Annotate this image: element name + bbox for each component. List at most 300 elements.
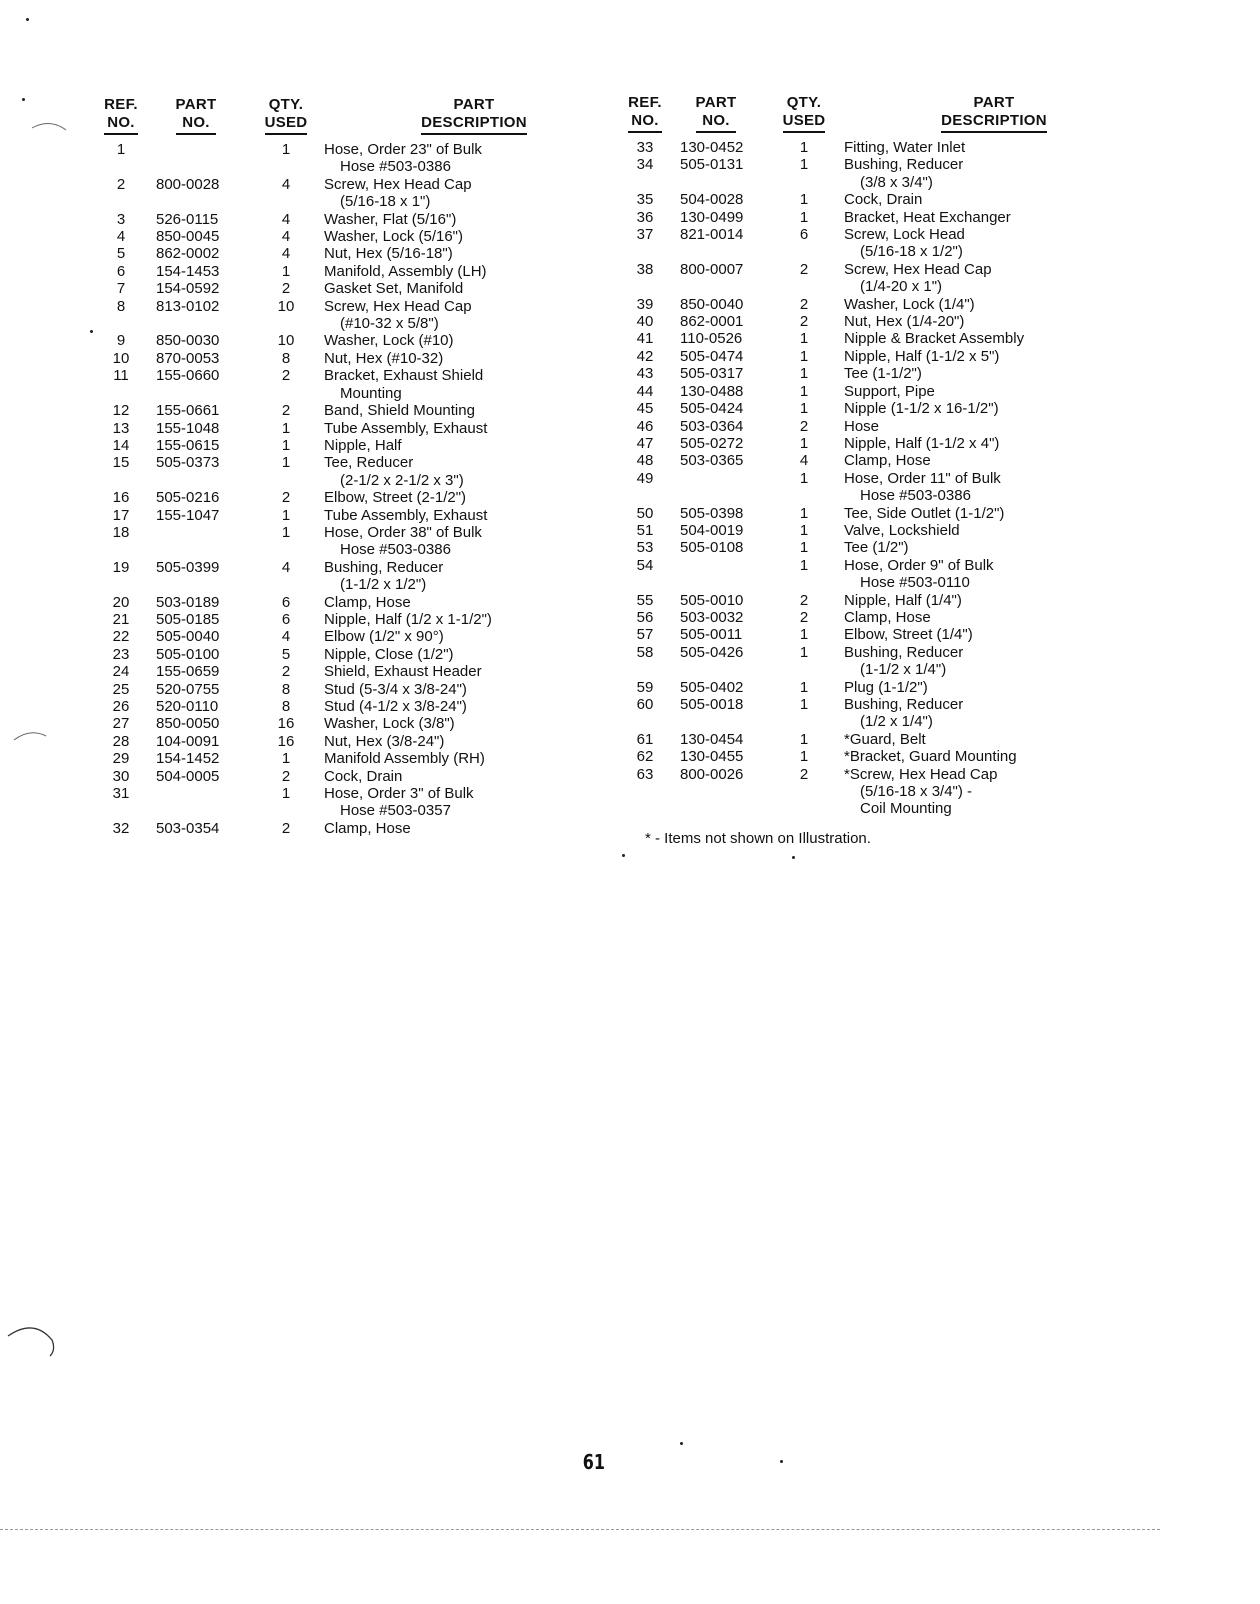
table-row <box>98 820 624 837</box>
table-row <box>98 367 624 402</box>
part-no-cell: 850-0040 <box>680 295 744 313</box>
part-description-cell <box>324 524 624 559</box>
qty-used-cell: 1 <box>799 330 809 348</box>
part-no-cell <box>668 470 764 505</box>
part-no-cell: 505-0272 <box>680 434 744 452</box>
ref-no-cell: 55 <box>636 591 654 609</box>
description-line: Nipple, Half <box>324 436 402 454</box>
part-description-cell <box>324 280 624 297</box>
table-row <box>98 559 624 594</box>
part-no-cell: 155-0660 <box>156 367 220 385</box>
footnote: * - Items not shown on Illustration. <box>645 830 871 847</box>
description-line: Elbow (1/2" x 90°) <box>324 628 444 646</box>
part-description-cell <box>844 296 1144 313</box>
part-description-cell <box>844 592 1144 609</box>
ref-no-cell: 37 <box>636 226 654 244</box>
qty-used-cell: 1 <box>281 750 291 768</box>
description-line: Shield, Exhaust Header <box>324 663 482 681</box>
description-line: Clamp, Hose <box>844 452 931 470</box>
part-description-cell <box>324 437 624 454</box>
table-row <box>98 768 624 785</box>
qty-used-cell: 2 <box>281 819 291 837</box>
ref-no-cell: 56 <box>636 608 654 626</box>
ref-no-cell: 24 <box>112 663 130 681</box>
qty-used-cell: 16 <box>277 715 295 733</box>
part-no-cell: 504-0005 <box>156 767 220 785</box>
description-continuation: (1/4-20 x 1") <box>860 278 943 296</box>
part-description-cell <box>324 750 624 767</box>
table-row <box>98 611 624 628</box>
ref-no-cell: 5 <box>116 245 126 263</box>
ref-no-cell: 18 <box>112 523 130 541</box>
description-line: Fitting, Water Inlet <box>844 139 966 156</box>
part-description-cell <box>324 628 624 645</box>
part-description-cell <box>844 209 1144 226</box>
table-row <box>622 348 1144 365</box>
ref-no-cell: 17 <box>112 506 130 524</box>
part-no-cell: 505-0399 <box>156 558 220 576</box>
part-no-cell: 104-0091 <box>156 732 220 750</box>
description-continuation: Hose #503-0386 <box>340 541 451 559</box>
qty-used-cell: 8 <box>281 349 291 367</box>
part-description-cell <box>324 454 624 489</box>
part-no-cell <box>668 557 764 592</box>
table-row <box>98 750 624 767</box>
description-continuation: (1-1/2 x 1/4") <box>860 661 947 679</box>
description-line: Tee (1-1/2") <box>844 365 922 383</box>
description-line: Tee (1/2") <box>844 539 909 557</box>
description-line: Support, Pipe <box>844 382 935 400</box>
ref-no-cell: 16 <box>112 489 130 507</box>
part-no-cell: 130-0499 <box>680 208 744 226</box>
table-row <box>622 383 1144 400</box>
part-description-cell <box>844 679 1144 696</box>
part-description-cell <box>844 766 1144 818</box>
part-no-cell: 505-0011 <box>680 626 743 644</box>
qty-used-cell: 16 <box>277 732 295 750</box>
table-row <box>622 452 1144 469</box>
ref-no-cell: 1 <box>116 141 126 158</box>
part-description-cell <box>844 435 1144 452</box>
part-no-cell: 505-0317 <box>680 365 744 383</box>
qty-used-cell: 4 <box>799 452 809 470</box>
part-no-cell: 850-0050 <box>156 715 220 733</box>
qty-used-cell: 10 <box>277 332 295 350</box>
qty-used-cell: 2 <box>799 295 809 313</box>
ref-no-cell: 3 <box>116 210 126 228</box>
description-line: Nut, Hex (3/8-24") <box>324 732 445 750</box>
description-continuation: Hose #503-0386 <box>860 487 971 505</box>
description-continuation: (2-1/2 x 2-1/2 x 3") <box>340 471 464 489</box>
table-row <box>98 646 624 663</box>
qty-used-header: QTY. USED <box>764 94 844 135</box>
qty-used-cell: 1 <box>799 730 809 748</box>
part-description-cell <box>324 698 624 715</box>
qty-used-cell: 10 <box>277 297 295 315</box>
qty-used-cell: 2 <box>799 417 809 435</box>
table-row <box>622 313 1144 330</box>
ref-no-cell: 27 <box>112 715 130 733</box>
table-row <box>622 644 1144 679</box>
table-row <box>98 437 624 454</box>
qty-used-cell: 1 <box>799 643 809 661</box>
table-row <box>622 191 1144 208</box>
part-description-cell <box>324 820 624 837</box>
description-line: Elbow, Street (1/4") <box>844 626 973 644</box>
part-no-cell: 505-0474 <box>680 347 744 365</box>
qty-used-cell: 1 <box>799 678 809 696</box>
part-description-cell <box>324 663 624 680</box>
description-line: Bracket, Heat Exchanger <box>844 208 1011 226</box>
qty-used-cell: 4 <box>281 210 291 228</box>
table-row <box>98 420 624 437</box>
scan-speck <box>26 18 29 21</box>
description-continuation: (#10-32 x 5/8") <box>340 315 439 333</box>
part-description-cell <box>844 626 1144 643</box>
qty-used-cell: 2 <box>799 608 809 626</box>
ref-no-cell: 46 <box>636 417 654 435</box>
table-header-row <box>98 96 624 137</box>
qty-used-cell: 4 <box>281 245 291 263</box>
part-no-header: PART NO. <box>144 96 248 137</box>
description-continuation: (1-1/2 x 1/2") <box>340 576 427 594</box>
ref-no-cell: 38 <box>636 260 654 278</box>
ref-no-cell: 8 <box>116 297 126 315</box>
table-row <box>622 156 1144 191</box>
part-description-cell <box>324 785 624 820</box>
description-continuation: Mounting <box>340 384 402 402</box>
ref-no-cell: 7 <box>116 280 126 298</box>
qty-used-cell: 2 <box>281 367 291 385</box>
qty-used-cell: 1 <box>799 139 809 156</box>
scan-speck <box>90 330 93 333</box>
description-line: Washer, Lock (#10) <box>324 332 454 350</box>
part-description-cell <box>324 137 624 176</box>
part-description-cell <box>324 367 624 402</box>
qty-used-cell: 8 <box>281 680 291 698</box>
part-no-cell: 520-0110 <box>156 698 219 715</box>
part-description-cell <box>844 348 1144 365</box>
part-no-cell: 504-0028 <box>680 191 744 209</box>
ref-no-cell: 22 <box>112 628 130 646</box>
ref-no-cell: 49 <box>636 469 654 487</box>
ref-no-cell: 44 <box>636 382 654 400</box>
table-row <box>98 663 624 680</box>
description-line: Nut, Hex (5/16-18") <box>324 245 453 263</box>
table-row <box>98 628 624 645</box>
description-continuation: (1/2 x 1/4") <box>860 713 933 731</box>
part-description-cell <box>844 609 1144 626</box>
part-description-cell <box>844 557 1144 592</box>
table-row <box>622 557 1144 592</box>
qty-used-cell: 2 <box>799 260 809 278</box>
ref-no-cell: 35 <box>636 191 654 209</box>
part-description-cell <box>844 748 1144 765</box>
part-description-cell <box>324 350 624 367</box>
table-row <box>622 400 1144 417</box>
part-description-cell <box>324 332 624 349</box>
description-line: Hose, Order 38" of Bulk <box>324 523 482 541</box>
part-description-cell <box>324 211 624 228</box>
table-row <box>98 176 624 211</box>
description-line: Plug (1-1/2") <box>844 678 928 696</box>
description-continuation: Hose #503-0386 <box>340 158 451 176</box>
part-no-cell: 800-0007 <box>680 260 744 278</box>
ref-no-cell: 6 <box>116 262 126 280</box>
description-line: Bushing, Reducer <box>844 643 964 661</box>
part-no-cell: 130-0454 <box>680 730 744 748</box>
description-line: Nipple, Half (1-1/2 x 4") <box>844 434 1000 452</box>
part-description-cell <box>324 611 624 628</box>
part-description-cell <box>324 507 624 524</box>
table-row <box>622 470 1144 505</box>
ref-no-cell: 54 <box>636 556 654 574</box>
description-line: Tube Assembly, Exhaust <box>324 506 488 524</box>
scan-speck <box>780 1460 783 1463</box>
part-no-cell: 503-0364 <box>680 417 744 435</box>
part-no-cell: 505-0426 <box>680 643 744 661</box>
description-line: Manifold, Assembly (LH) <box>324 262 487 280</box>
description-continuation: (3/8 x 3/4") <box>860 173 933 191</box>
description-continuation: Hose #503-0357 <box>340 802 451 820</box>
description-line: Hose, Order 23" of Bulk <box>324 141 482 158</box>
qty-used-cell: 1 <box>281 506 291 524</box>
description-line: Washer, Flat (5/16") <box>324 210 457 228</box>
description-line: Nipple (1-1/2 x 16-1/2") <box>844 400 999 418</box>
part-description-cell <box>844 696 1144 731</box>
ref-no-cell: 57 <box>636 626 654 644</box>
bottom-rule <box>0 1529 1160 1530</box>
part-no-cell: 850-0030 <box>156 332 220 350</box>
qty-used-cell: 2 <box>281 663 291 681</box>
table-row <box>622 748 1144 765</box>
qty-used-cell: 1 <box>799 626 809 644</box>
table-row <box>98 298 624 333</box>
ref-no-cell: 4 <box>116 228 126 246</box>
part-description-cell <box>324 559 624 594</box>
part-no-cell: 154-1452 <box>156 750 220 768</box>
ref-no-cell: 43 <box>636 365 654 383</box>
ref-no-cell: 31 <box>112 785 130 803</box>
description-line: Hose, Order 3" of Bulk <box>324 785 474 803</box>
table-row <box>622 365 1144 382</box>
part-no-cell: 505-0398 <box>680 504 744 522</box>
part-no-cell: 520-0755 <box>156 680 220 698</box>
table-row <box>622 609 1144 626</box>
part-description-cell <box>324 594 624 611</box>
qty-used-cell: 4 <box>281 175 291 193</box>
part-description-header: PART DESCRIPTION <box>844 94 1144 135</box>
qty-used-cell: 2 <box>281 280 291 298</box>
description-line: Valve, Lockshield <box>844 521 960 539</box>
description-line: Nipple, Half (1-1/2 x 5") <box>844 347 1000 365</box>
ref-no-header: REF. NO. <box>98 96 144 137</box>
part-no-cell: 155-0661 <box>156 402 220 420</box>
qty-used-cell: 1 <box>799 696 809 713</box>
qty-used-cell: 4 <box>281 228 291 246</box>
part-description-cell <box>324 715 624 732</box>
part-description-cell <box>844 330 1144 347</box>
part-no-header: PART NO. <box>668 94 764 135</box>
part-no-cell <box>144 137 248 176</box>
description-line: Cock, Drain <box>844 191 923 209</box>
qty-used-cell: 8 <box>281 698 291 715</box>
part-no-cell: 505-0018 <box>680 696 744 713</box>
part-no-cell: 862-0002 <box>156 245 220 263</box>
part-no-cell: 503-0032 <box>680 608 744 626</box>
part-no-cell: 503-0189 <box>156 593 220 611</box>
description-line: Nut, Hex (#10-32) <box>324 349 444 367</box>
ref-no-cell: 30 <box>112 767 130 785</box>
part-description-header: PART DESCRIPTION <box>324 96 624 137</box>
description-line: Tube Assembly, Exhaust <box>324 419 488 437</box>
description-continuation: Hose #503-0110 <box>860 574 970 592</box>
description-line: Screw, Hex Head Cap <box>324 297 472 315</box>
part-description-cell <box>844 191 1144 208</box>
ref-no-cell: 45 <box>636 400 654 418</box>
description-line: Nut, Hex (1/4-20") <box>844 313 965 331</box>
description-continuation: (5/16-18 x 1") <box>340 193 431 211</box>
part-no-cell: 800-0028 <box>156 175 220 193</box>
part-description-cell <box>844 644 1144 679</box>
part-no-cell: 821-0014 <box>680 226 744 244</box>
part-no-cell: 503-0354 <box>156 819 220 837</box>
table-row <box>98 785 624 820</box>
ref-no-cell: 12 <box>112 402 130 420</box>
ref-no-cell: 25 <box>112 680 130 698</box>
ref-no-cell: 13 <box>112 419 130 437</box>
table-row <box>98 507 624 524</box>
parts-table-left <box>98 96 624 837</box>
ref-no-cell: 47 <box>636 434 654 452</box>
table-row <box>98 489 624 506</box>
qty-used-cell: 1 <box>799 382 809 400</box>
description-line: Washer, Lock (5/16") <box>324 228 463 246</box>
table-row <box>98 715 624 732</box>
table-row <box>98 698 624 715</box>
qty-used-cell: 1 <box>799 365 809 383</box>
ref-no-cell: 51 <box>636 521 654 539</box>
table-row <box>98 280 624 297</box>
description-continuation: (5/16-18 x 1/2") <box>860 243 963 261</box>
part-description-cell <box>844 365 1144 382</box>
part-description-cell <box>844 470 1144 505</box>
ref-no-cell: 23 <box>112 645 130 663</box>
part-description-cell <box>324 646 624 663</box>
ref-no-cell: 50 <box>636 504 654 522</box>
ref-no-cell: 15 <box>112 454 130 472</box>
table-row <box>622 696 1144 731</box>
ref-no-cell: 19 <box>112 558 130 576</box>
qty-used-cell: 1 <box>281 454 291 472</box>
description-line: Bushing, Reducer <box>844 156 964 174</box>
ref-no-cell: 14 <box>112 436 130 454</box>
table-row <box>622 418 1144 435</box>
part-no-cell: 505-0424 <box>680 400 744 418</box>
qty-used-cell: 1 <box>799 400 809 418</box>
qty-used-cell: 1 <box>799 208 809 226</box>
part-description-cell <box>324 176 624 211</box>
description-continuation: Coil Mounting <box>860 800 952 818</box>
qty-used-cell: 1 <box>281 141 291 158</box>
description-line: Bushing, Reducer <box>844 696 964 713</box>
part-no-cell: 130-0488 <box>680 382 744 400</box>
qty-used-cell: 6 <box>799 226 809 244</box>
description-line: Screw, Lock Head <box>844 226 965 244</box>
scan-mark <box>10 726 50 766</box>
part-description-cell <box>844 156 1144 191</box>
description-line: Bushing, Reducer <box>324 558 444 576</box>
ref-no-cell: 34 <box>636 156 654 174</box>
scan-mark <box>30 116 70 156</box>
part-no-cell: 526-0115 <box>156 210 219 228</box>
part-no-cell: 505-0108 <box>680 539 744 557</box>
part-no-cell: 505-0010 <box>680 591 744 609</box>
part-no-cell: 870-0053 <box>156 349 220 367</box>
description-line: Screw, Hex Head Cap <box>324 175 472 193</box>
table-row <box>98 681 624 698</box>
description-line: *Screw, Hex Head Cap <box>844 765 998 783</box>
table-row <box>622 626 1144 643</box>
part-no-cell: 154-1453 <box>156 262 220 280</box>
part-description-cell <box>844 383 1144 400</box>
table-row <box>622 679 1144 696</box>
part-description-cell <box>844 522 1144 539</box>
description-line: Washer, Lock (3/8") <box>324 715 455 733</box>
qty-used-cell: 1 <box>799 539 809 557</box>
table-row <box>622 296 1144 313</box>
part-no-cell: 505-0100 <box>156 645 220 663</box>
part-description-cell <box>844 505 1144 522</box>
part-no-cell: 110-0526 <box>680 330 743 348</box>
description-continuation: (5/16-18 x 3/4") - <box>860 783 973 801</box>
part-description-cell <box>324 228 624 245</box>
ref-no-cell: 33 <box>636 139 654 156</box>
table-row <box>622 226 1144 261</box>
part-no-cell: 154-0592 <box>156 280 220 298</box>
page-number: 61 <box>582 1450 606 1474</box>
description-line: Nipple, Half (1/4") <box>844 591 962 609</box>
table-row <box>98 524 624 559</box>
qty-used-cell: 1 <box>281 419 291 437</box>
qty-used-cell: 1 <box>799 347 809 365</box>
ref-no-cell: 21 <box>112 610 130 628</box>
qty-used-cell: 1 <box>799 191 809 209</box>
qty-used-cell: 1 <box>799 748 809 766</box>
description-line: Manifold Assembly (RH) <box>324 750 485 768</box>
part-no-cell: 505-0131 <box>680 156 744 174</box>
qty-used-cell: 1 <box>281 436 291 454</box>
part-description-cell <box>324 298 624 333</box>
qty-used-cell: 1 <box>281 523 291 541</box>
part-no-cell: 862-0001 <box>680 313 744 331</box>
description-line: Nipple & Bracket Assembly <box>844 330 1025 348</box>
table-row <box>622 731 1144 748</box>
ref-no-cell: 29 <box>112 750 130 768</box>
part-no-cell: 505-0373 <box>156 454 220 472</box>
table-row <box>98 733 624 750</box>
description-line: Tee, Reducer <box>324 454 414 472</box>
hole-punch-mark <box>4 1316 64 1366</box>
ref-no-cell: 62 <box>636 748 654 766</box>
part-no-cell: 155-1048 <box>156 419 220 437</box>
part-no-cell: 505-0185 <box>156 610 220 628</box>
description-line: Stud (4-1/2 x 3/8-24") <box>324 698 467 715</box>
scan-speck <box>792 856 795 859</box>
ref-no-cell: 28 <box>112 732 130 750</box>
description-line: Screw, Hex Head Cap <box>844 260 992 278</box>
part-description-cell <box>844 731 1144 748</box>
